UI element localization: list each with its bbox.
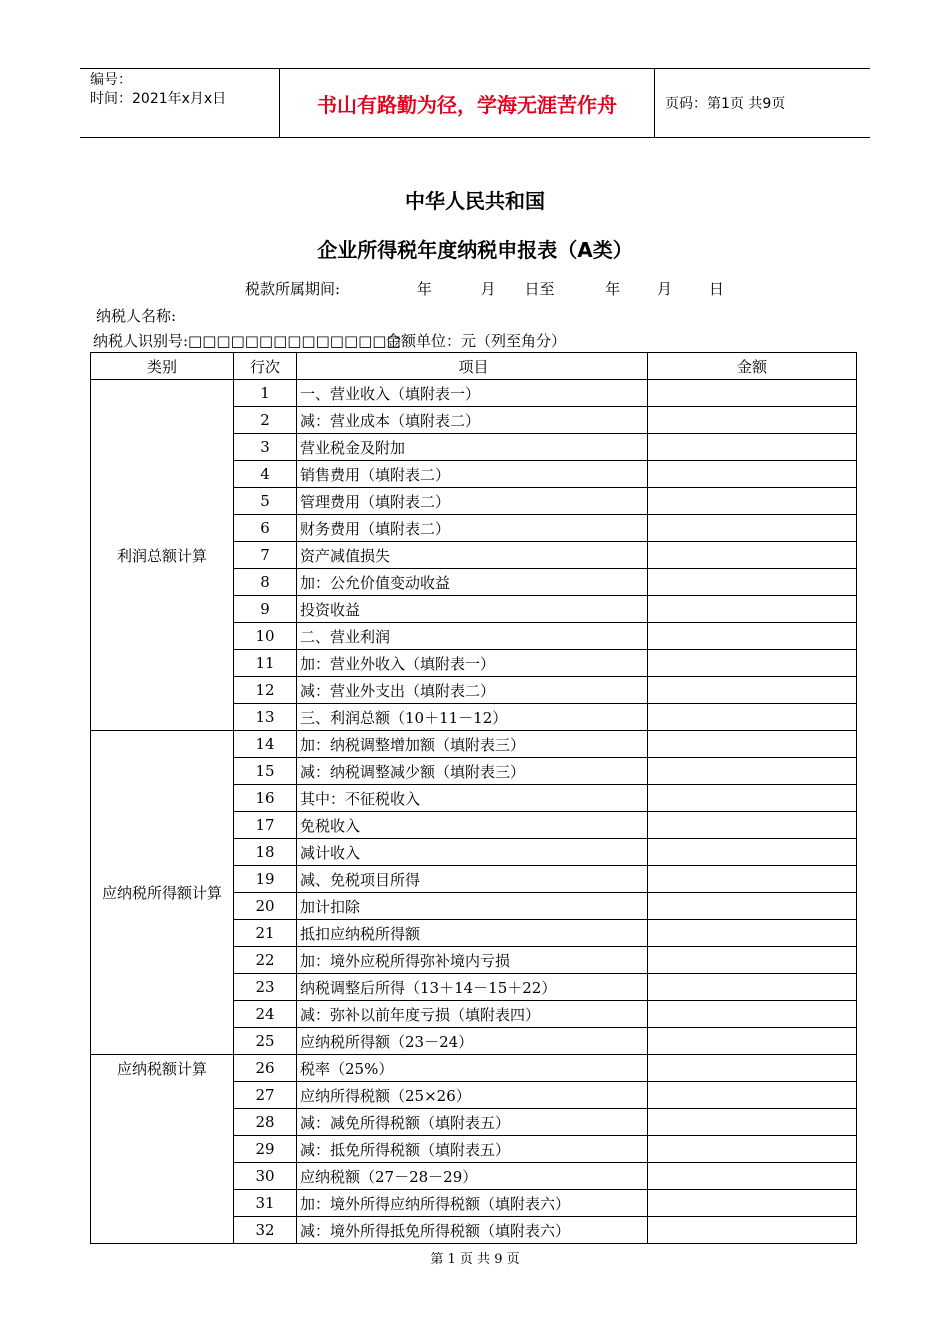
item-cell: 减计收入 bbox=[297, 839, 648, 866]
page-header bbox=[80, 68, 870, 138]
amount-input-cell[interactable] bbox=[648, 1217, 857, 1244]
item-cell: 减：弥补以前年度亏损（填附表四） bbox=[297, 1001, 648, 1028]
row-number-cell: 8 bbox=[234, 569, 297, 596]
amount-input-cell[interactable] bbox=[648, 1109, 857, 1136]
category-cell: 应纳税额计算 bbox=[91, 1055, 234, 1244]
row-number-cell: 27 bbox=[234, 1082, 297, 1109]
row-number-cell: 31 bbox=[234, 1190, 297, 1217]
item-cell: 减、免税项目所得 bbox=[297, 866, 648, 893]
header-meta bbox=[80, 69, 280, 137]
page-footer: 第 1 页 共 9 页 bbox=[430, 1252, 520, 1267]
row-number-cell: 28 bbox=[234, 1109, 297, 1136]
header-page-info: 页码：第1页 共9页 bbox=[665, 96, 786, 112]
table-header-row bbox=[91, 353, 857, 380]
item-cell: 二、营业利润 bbox=[297, 623, 648, 650]
amount-input-cell[interactable] bbox=[648, 596, 857, 623]
row-number-cell: 9 bbox=[234, 596, 297, 623]
item-cell: 抵扣应纳税所得额 bbox=[297, 920, 648, 947]
item-cell: 应纳所得税额（25×26） bbox=[297, 1082, 648, 1109]
row-number-cell: 24 bbox=[234, 1001, 297, 1028]
table-row bbox=[91, 731, 857, 758]
amount-input-cell[interactable] bbox=[648, 650, 857, 677]
table-row bbox=[91, 380, 857, 407]
item-cell: 一、营业收入（填附表一） bbox=[297, 380, 648, 407]
code-label: 编号： bbox=[90, 72, 132, 88]
item-cell: 财务费用（填附表二） bbox=[297, 515, 648, 542]
period-day2: 日 bbox=[708, 280, 724, 298]
item-cell: 加：营业外收入（填附表一） bbox=[297, 650, 648, 677]
item-cell: 管理费用（填附表二） bbox=[297, 488, 648, 515]
amount-input-cell[interactable] bbox=[648, 1055, 857, 1082]
item-cell: 三、利润总额（10＋11－12） bbox=[297, 704, 648, 731]
item-cell: 加计扣除 bbox=[297, 893, 648, 920]
item-cell: 纳税调整后所得（13＋14－15＋22） bbox=[297, 974, 648, 1001]
item-cell: 减：营业成本（填附表二） bbox=[297, 407, 648, 434]
item-cell: 投资收益 bbox=[297, 596, 648, 623]
item-cell: 加：纳税调整增加额（填附表三） bbox=[297, 731, 648, 758]
row-number-cell: 3 bbox=[234, 434, 297, 461]
row-number-cell: 17 bbox=[234, 812, 297, 839]
row-number-cell: 11 bbox=[234, 650, 297, 677]
amount-input-cell[interactable] bbox=[648, 515, 857, 542]
item-cell: 减：减免所得税额（填附表五） bbox=[297, 1109, 648, 1136]
item-cell: 减：营业外支出（填附表二） bbox=[297, 677, 648, 704]
amount-input-cell[interactable] bbox=[648, 1082, 857, 1109]
row-number-cell: 13 bbox=[234, 704, 297, 731]
period-label: 税款所属期间: bbox=[245, 280, 341, 298]
amount-input-cell[interactable] bbox=[648, 785, 857, 812]
item-cell: 减：纳税调整减少额（填附表三） bbox=[297, 758, 648, 785]
period-day-to: 日至 bbox=[524, 280, 555, 298]
amount-input-cell[interactable] bbox=[648, 677, 857, 704]
amount-input-cell[interactable] bbox=[648, 461, 857, 488]
item-cell: 加：公允价值变动收益 bbox=[297, 569, 648, 596]
row-number-cell: 29 bbox=[234, 1136, 297, 1163]
row-number-cell: 18 bbox=[234, 839, 297, 866]
amount-input-cell[interactable] bbox=[648, 623, 857, 650]
item-cell: 资产减值损失 bbox=[297, 542, 648, 569]
amount-input-cell[interactable] bbox=[648, 839, 857, 866]
amount-input-cell[interactable] bbox=[648, 1001, 857, 1028]
header-amount: 金额 bbox=[648, 353, 857, 380]
item-cell: 销售费用（填附表二） bbox=[297, 461, 648, 488]
amount-input-cell[interactable] bbox=[648, 1136, 857, 1163]
amount-input-cell[interactable] bbox=[648, 866, 857, 893]
item-cell: 加：境外应税所得弥补境内亏损 bbox=[297, 947, 648, 974]
time-label: 时间：2021年x月x日 bbox=[90, 91, 227, 107]
row-number-cell: 20 bbox=[234, 893, 297, 920]
item-cell: 减：抵免所得税额（填附表五） bbox=[297, 1136, 648, 1163]
header-item: 项目 bbox=[297, 353, 648, 380]
document-title-line1: 中华人民共和国 bbox=[405, 189, 545, 213]
amount-input-cell[interactable] bbox=[648, 704, 857, 731]
period-month2: 月 bbox=[657, 280, 673, 298]
category-cell: 应纳税所得额计算 bbox=[91, 731, 234, 1055]
amount-input-cell[interactable] bbox=[648, 1028, 857, 1055]
item-cell: 其中：不征税收入 bbox=[297, 785, 648, 812]
amount-input-cell[interactable] bbox=[648, 920, 857, 947]
row-number-cell: 30 bbox=[234, 1163, 297, 1190]
table-row bbox=[91, 1055, 857, 1082]
taxpayer-id-label: 纳税人识别号:□□□□□□□□□□□□□□□ bbox=[93, 332, 401, 350]
amount-input-cell[interactable] bbox=[648, 407, 857, 434]
amount-input-cell[interactable] bbox=[648, 812, 857, 839]
row-number-cell: 23 bbox=[234, 974, 297, 1001]
row-number-cell: 26 bbox=[234, 1055, 297, 1082]
item-cell: 应纳税所得额（23－24） bbox=[297, 1028, 648, 1055]
tax-return-table bbox=[90, 352, 857, 1244]
period-year1: 年 bbox=[416, 280, 432, 298]
row-number-cell: 19 bbox=[234, 866, 297, 893]
row-number-cell: 21 bbox=[234, 920, 297, 947]
taxpayer-name-label: 纳税人名称: bbox=[96, 307, 177, 325]
header-motto: 书山有路勤为径，学海无涯苦作舟 bbox=[280, 69, 655, 137]
category-cell: 利润总额计算 bbox=[91, 380, 234, 731]
row-number-cell: 7 bbox=[234, 542, 297, 569]
row-number-cell: 14 bbox=[234, 731, 297, 758]
header-category: 类别 bbox=[91, 353, 234, 380]
item-cell: 减：境外所得抵免所得税额（填附表六） bbox=[297, 1217, 648, 1244]
row-number-cell: 5 bbox=[234, 488, 297, 515]
row-number-cell: 15 bbox=[234, 758, 297, 785]
row-number-cell: 10 bbox=[234, 623, 297, 650]
item-cell: 营业税金及附加 bbox=[297, 434, 648, 461]
row-number-cell: 4 bbox=[234, 461, 297, 488]
amount-input-cell[interactable] bbox=[648, 1190, 857, 1217]
item-cell: 税率（25%） bbox=[297, 1055, 648, 1082]
period-year2: 年 bbox=[605, 280, 621, 298]
amount-input-cell[interactable] bbox=[648, 893, 857, 920]
row-number-cell: 1 bbox=[234, 380, 297, 407]
document-title-line2: 企业所得税年度纳税申报表（A类） bbox=[317, 238, 633, 262]
amount-input-cell[interactable] bbox=[648, 434, 857, 461]
row-number-cell: 32 bbox=[234, 1217, 297, 1244]
row-number-cell: 6 bbox=[234, 515, 297, 542]
row-number-cell: 12 bbox=[234, 677, 297, 704]
row-number-cell: 2 bbox=[234, 407, 297, 434]
item-cell: 应纳税额（27－28－29） bbox=[297, 1163, 648, 1190]
amount-input-cell[interactable] bbox=[648, 974, 857, 1001]
item-cell: 免税收入 bbox=[297, 812, 648, 839]
row-number-cell: 16 bbox=[234, 785, 297, 812]
amount-input-cell[interactable] bbox=[648, 569, 857, 596]
currency-unit-label: 金额单位：元（列至角分） bbox=[386, 332, 567, 350]
item-cell: 加：境外所得应纳所得税额（填附表六） bbox=[297, 1190, 648, 1217]
amount-input-cell[interactable] bbox=[648, 947, 857, 974]
amount-input-cell[interactable] bbox=[648, 758, 857, 785]
row-number-cell: 22 bbox=[234, 947, 297, 974]
amount-input-cell[interactable] bbox=[648, 1163, 857, 1190]
period-month1: 月 bbox=[480, 280, 496, 298]
amount-input-cell[interactable] bbox=[648, 731, 857, 758]
amount-input-cell[interactable] bbox=[648, 542, 857, 569]
row-number-cell: 25 bbox=[234, 1028, 297, 1055]
tax-period-line bbox=[245, 278, 724, 299]
amount-input-cell[interactable] bbox=[648, 488, 857, 515]
amount-input-cell[interactable] bbox=[648, 380, 857, 407]
header-row-number: 行次 bbox=[234, 353, 297, 380]
